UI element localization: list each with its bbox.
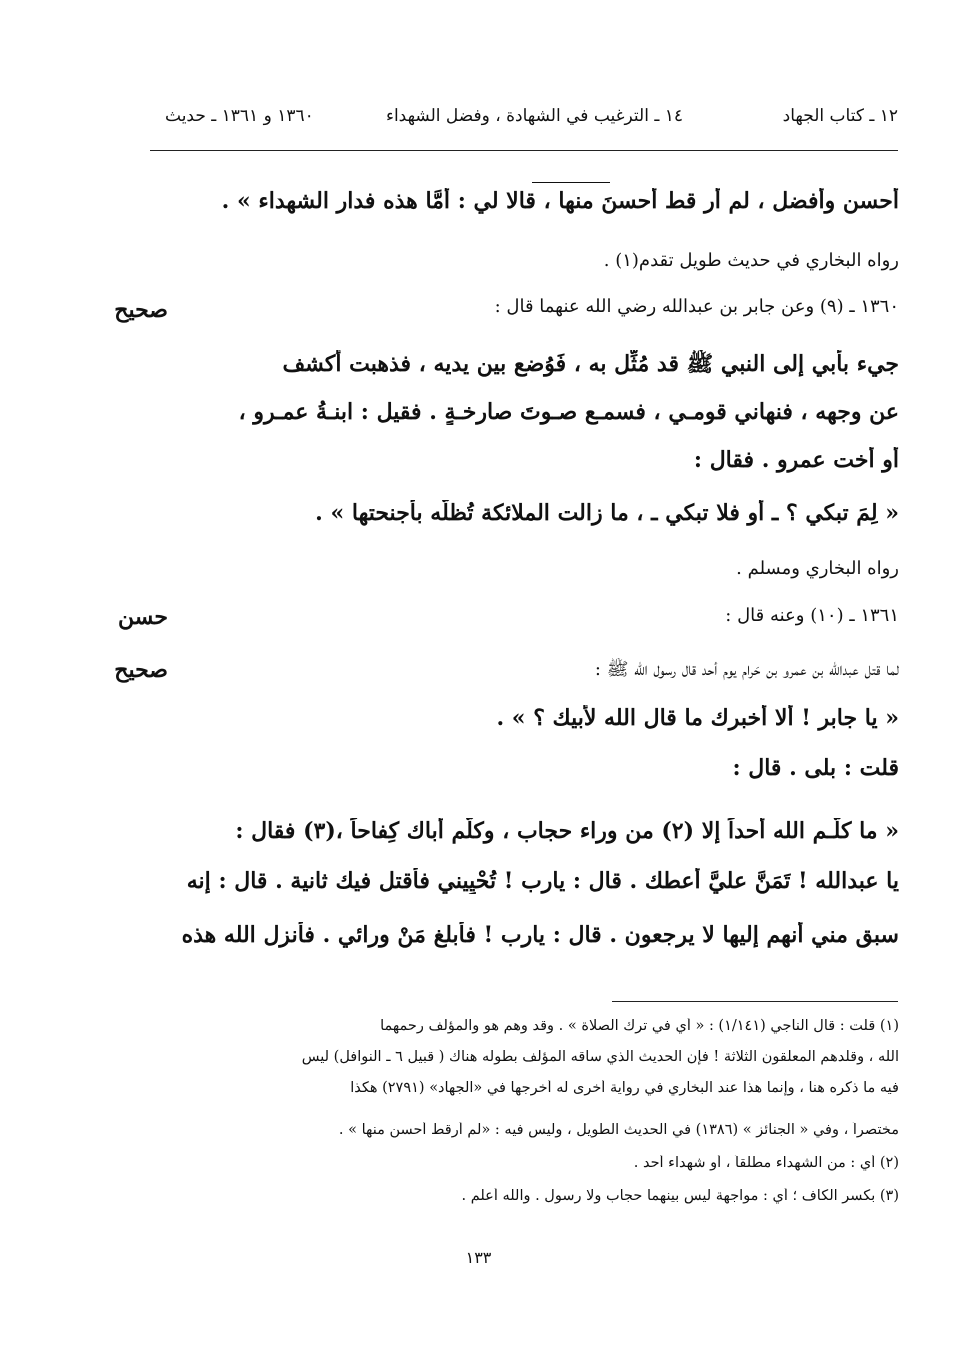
hadith-1360-heading: ١٣٦٠ ـ (٩) وعن جابر بن عبدالله رضي الله عنهما قال : — [494, 296, 899, 317]
text-line-1: أحسن وأفضل ، لم أر قط أحسنَ منها ، قالا لي : أمَّا هذه فدار الشهداء » . — [221, 188, 899, 214]
text-line-15: سبق مني أنهم إليها لا يرجعون . قال : يارب ! فأبلغ مَنْ ورائي . فأَنزل الله هذه — [181, 922, 899, 948]
text-line-13: « ما كلَّـم الله أحداً إلا (٢) من وراء حجاب ، وكلَّم أباك كِفاحاً ،(٣) فقال : — [235, 818, 899, 844]
footnote-3: (٣) بكسر الكاف ؛ أي : مواجهة ليس بينهما حجاب ولا رسول . والله أعلم . — [461, 1188, 899, 1204]
text-overline-mark — [532, 182, 610, 183]
text-line-7: « لِمَ تبكي ؟ ـ أو فلا تبكي ـ ، ما زالت الملائكة تُظلُّه بأَجنحتها » . — [315, 500, 899, 526]
footnote-1-line-2: الله ، وقلدهم المعلقون الثلاثة ! فإن الحديث الذي ساقه المؤلف بطوله هناك ( قبيل ٦ ـ النوافل) ليس — [301, 1049, 899, 1065]
hadith-1361-heading: ١٣٦١ ـ (١٠) وعنه قال : — [725, 605, 899, 626]
grade-label-1360: صحيح — [114, 297, 168, 323]
text-line-14: يا عبدالله ! تَمَنَّ عليَّ أُعطك . قال : يارب ! تُحْيِيني فأُقتل فيك ثانية . قال : إنه — [186, 868, 899, 894]
source-note-1: رواه البخاري في حديث طويل تقدم(١) . — [603, 250, 899, 271]
footnote-2: (٢) أي : من الشهداء مطلقاً ، أو شهداء أحد . — [633, 1155, 899, 1171]
footnote-rule — [612, 1001, 898, 1002]
header-hadith-range: ١٣٦٠ و ١٣٦١ ـ حديث — [165, 106, 314, 126]
header-rule — [150, 150, 898, 151]
text-line-12: قلت : بلى . قال : — [732, 755, 899, 781]
footnote-1-line-1: (١) قلت : قال الناجي (١/١٤١) : « أي في ترك الصلاة » . وقد وهم هو والمؤلف رحمهما — [380, 1018, 899, 1034]
grade-label-1361-a: حسن — [118, 604, 168, 630]
running-header — [150, 100, 898, 140]
source-note-2: رواه البخاري ومسلم . — [736, 558, 899, 579]
text-line-10: لما قتل عبدالله بن عمرو بن حَرام يوم أحد قال رسول الله ﷺ : — [594, 659, 899, 680]
header-book-title: ١٢ ـ كتاب الجهاد — [782, 106, 898, 126]
header-chapter-title: ١٤ ـ الترغيب في الشهادة ، وفضل الشهداء — [385, 106, 683, 126]
text-line-5: عن وجهه ، فنهاني قومـي ، فسمـع صـوتَ صارخـةٍ . فقيل : ابنـةُ عمـرو ، — [238, 399, 899, 425]
text-line-4: جيء بأَبي إلى النبي ﷺ قد مُثِّل به ، فَوُضع بين يديه ، فذهبت أكشف — [282, 351, 899, 377]
footnote-1-line-3: فيه ما ذكره هنا ، وإنما هذا عند البخاري في رواية أخرى له أخرجها في «الجهاد» (٢٧٩١) هكذا — [350, 1080, 899, 1096]
text-line-6: أو أخت عمرو . فقال : — [693, 447, 899, 473]
page-number: ١٣٣ — [465, 1248, 492, 1267]
footnote-1-line-4: مختصراً ، وفي « الجنائز » (١٣٨٦) في الحديث الطويل ، وليس فيه : «لم أرقط أحسن منها » . — [338, 1122, 899, 1138]
text-line-11: « يا جابر ! ألا أخبرك ما قال الله لأبيك ؟ » . — [496, 705, 899, 731]
grade-label-1361-b: صحيح — [114, 657, 168, 683]
